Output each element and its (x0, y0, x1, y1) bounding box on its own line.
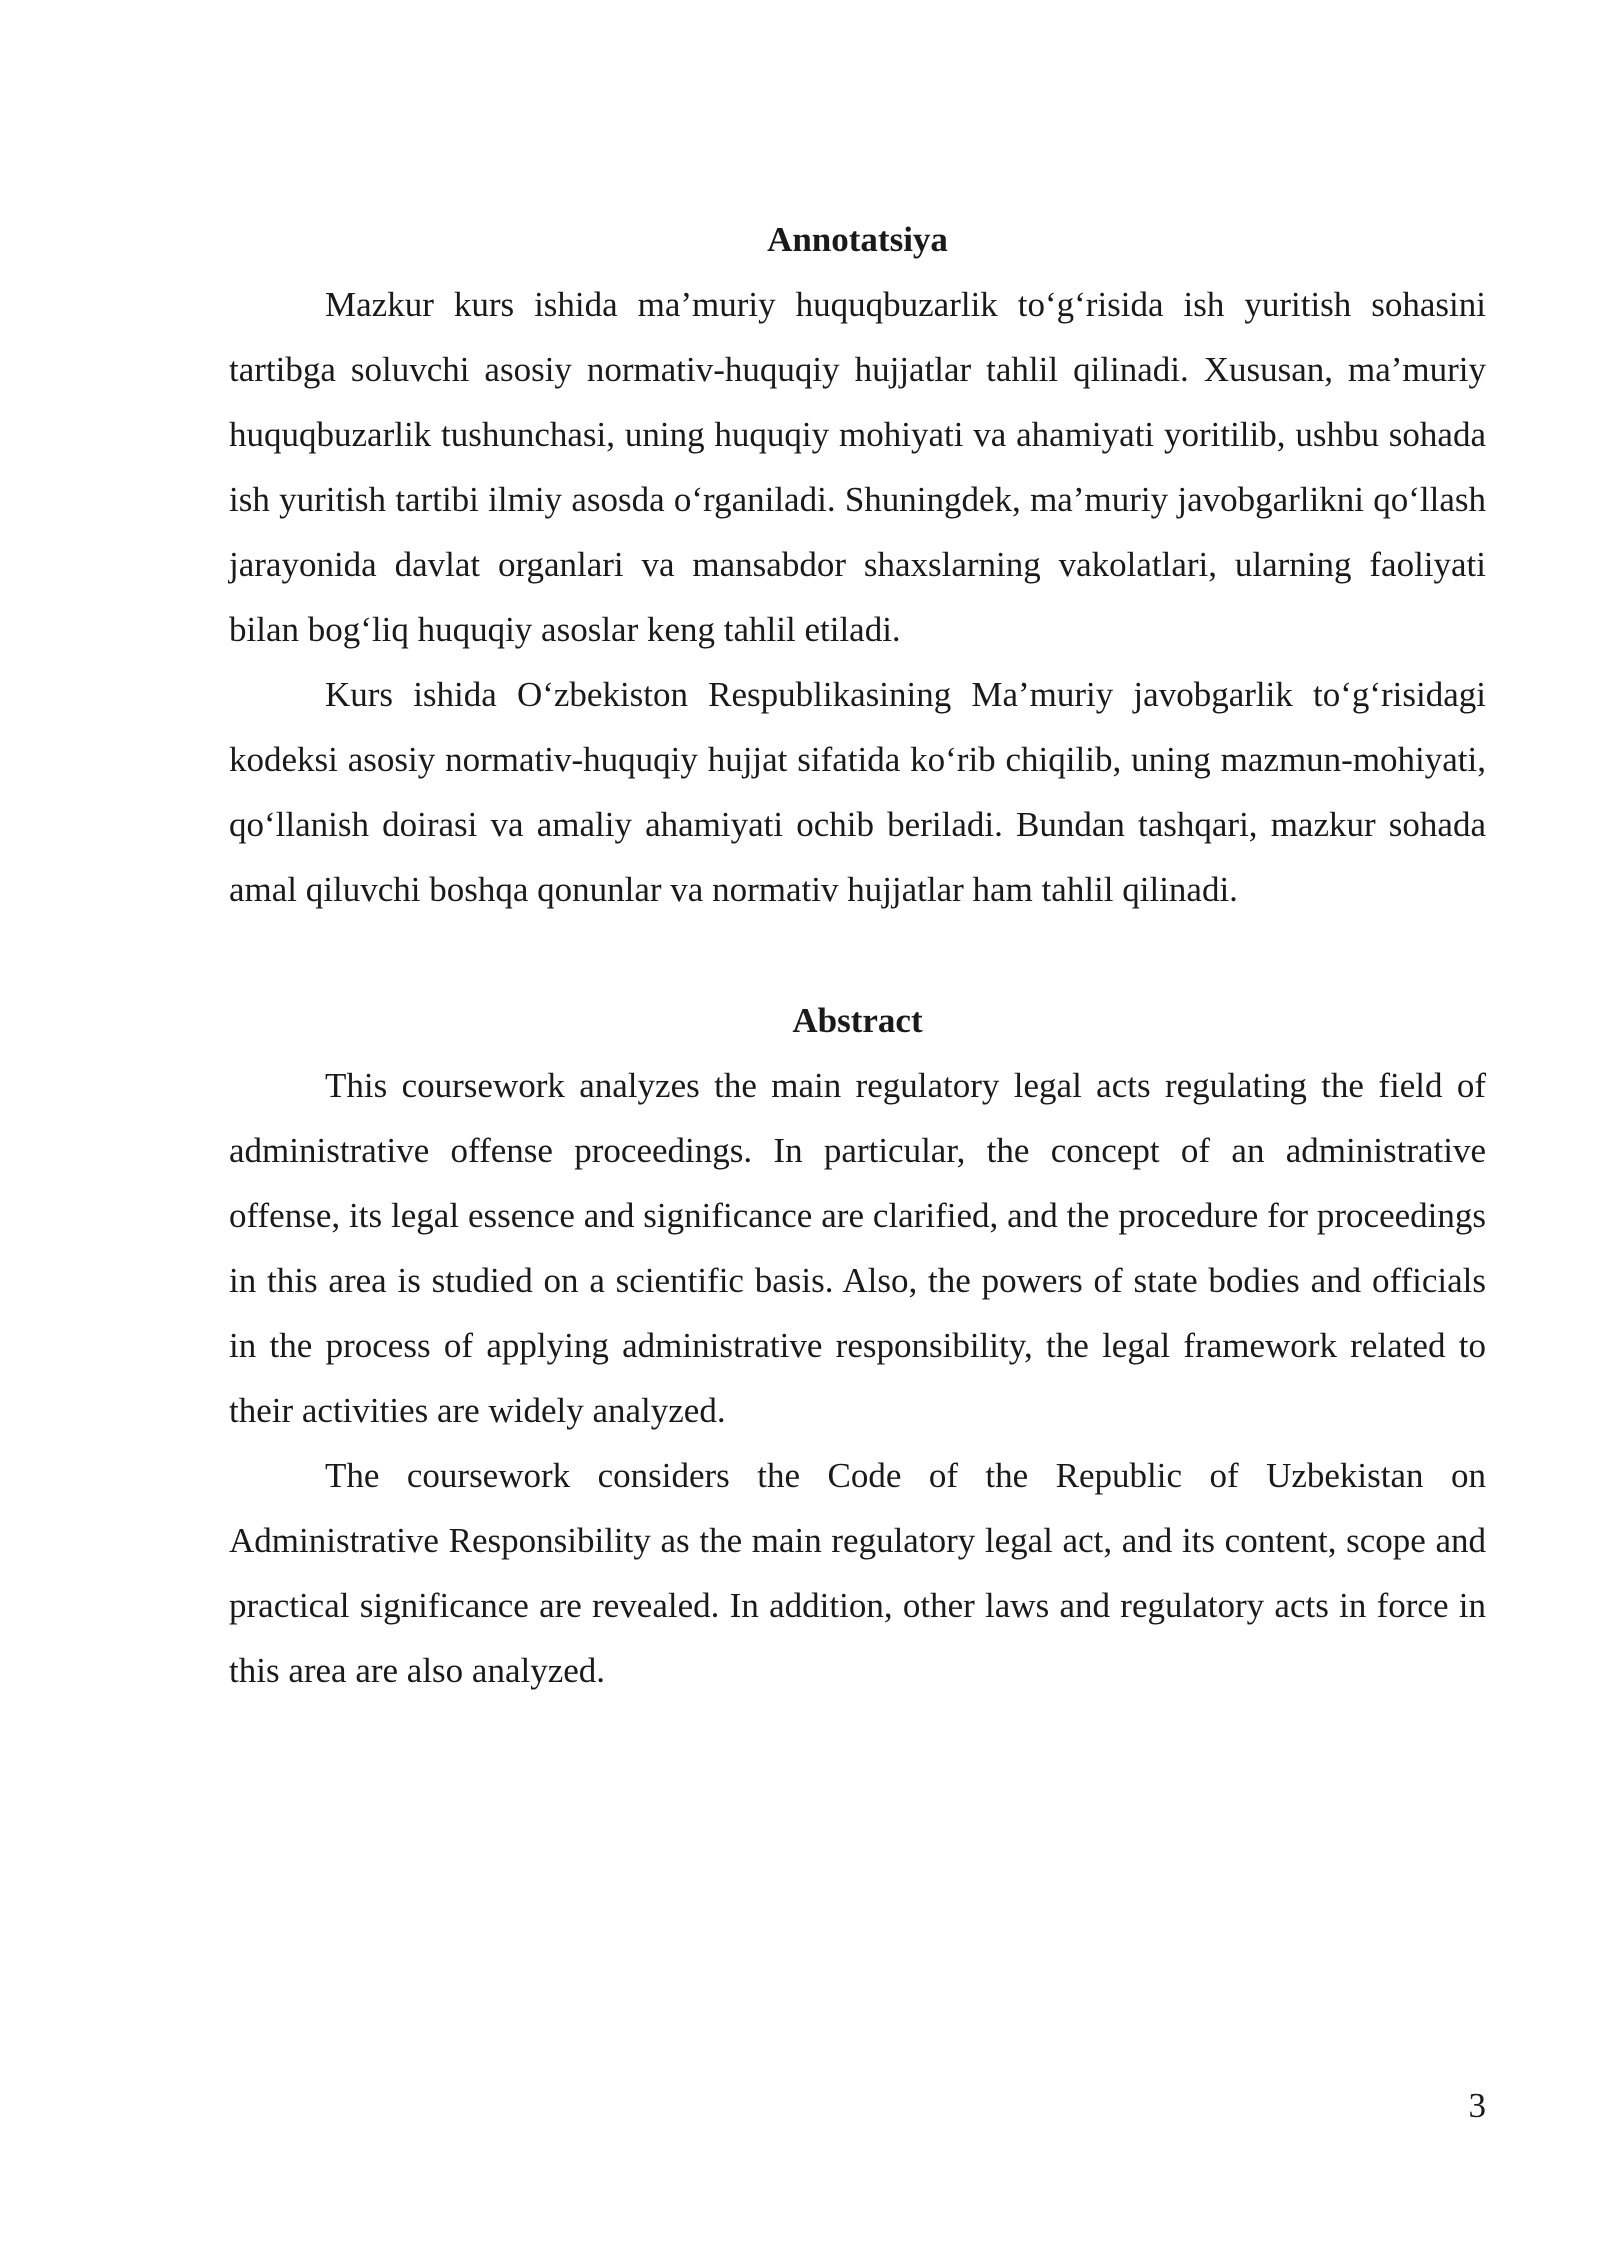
page-content (229, 216, 1486, 1703)
annotatsiya-paragraph-2: Kurs ishida O‘zbekiston Respublikasining Ma’muriy javobgarlik to‘g‘risidagi kodeksi asosiy normativ-huquqiy hujjat sifatida ko‘rib chiqilib, uning mazmun-mohiyati, qo‘llanish doirasi va amaliy ahamiyati ochib beriladi. Bundan tashqari, mazkur sohada amal qiluvchi boshqa qonunlar va normativ hujjatlar ham tahlil qilinadi. (229, 675, 1486, 909)
abstract-section (229, 997, 1486, 1703)
page-number: 3 (1468, 2086, 1486, 2125)
abstract-paragraph-2: The coursework considers the Code of the Republic of Uzbekistan on Administrative Responsibility as the main regulatory legal act, and its content, scope and practical significance are revealed. In addition, other laws and regulatory acts in force in this area are also analyzed. (229, 1456, 1486, 1690)
annotatsiya-section (229, 216, 1486, 922)
abstract-heading: Abstract (792, 1001, 923, 1040)
annotatsiya-paragraph-1: Mazkur kurs ishida ma’muriy huquqbuzarlik to‘g‘risida ish yuritish sohasini tartibga soluvchi asosiy normativ-huquqiy hujjatlar tahlil qilinadi. Xususan, ma’muriy huquqbuzarlik tushunchasi, uning huquqiy mohiyati va ahamiyati yoritilib, ushbu sohada ish yuritish tartibi ilmiy asosda o‘rganiladi. Shuningdek, ma’muriy javobgarlikni qo‘llash jarayonida davlat organlari va mansabdor shaxslarning vakolatlari, ularning faoliyati bilan bog‘liq huquqiy asoslar keng tahlil etiladi. (229, 285, 1486, 649)
abstract-paragraph-1: This coursework analyzes the main regulatory legal acts regulating the field of administrative offense proceedings. In particular, the concept of an administrative offense, its legal essence and significance are clarified, and the procedure for proceedings in this area is studied on a scientific basis. Also, the powers of state bodies and officials in the process of applying administrative responsibility, the legal framework related to their activities are widely analyzed. (229, 1066, 1486, 1430)
section-spacer (229, 922, 1486, 997)
annotatsiya-heading: Annotatsiya (767, 220, 948, 259)
